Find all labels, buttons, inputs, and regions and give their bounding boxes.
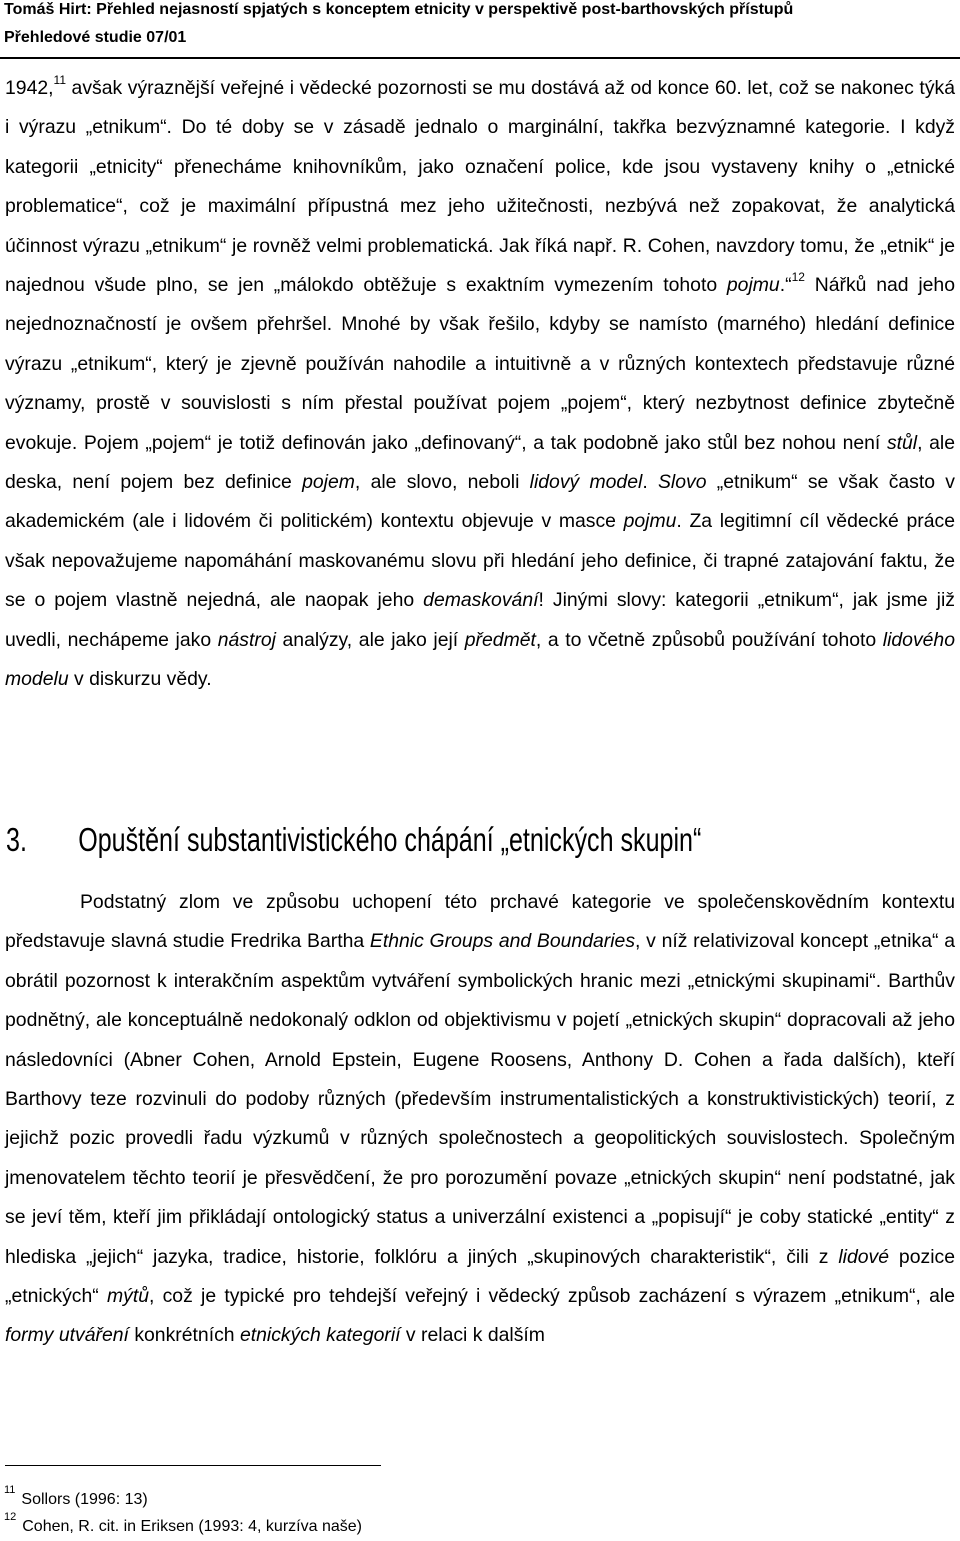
footnote-11 bbox=[4, 1483, 148, 1509]
text-run: 1942, bbox=[5, 77, 54, 99]
text-run: , což je typické pro tehdejší veřejný i vědecký způsob zacházení s výrazem „etnikum“, ale bbox=[149, 1285, 955, 1308]
paragraph-1 bbox=[5, 69, 955, 700]
footnote-ref-11: 11 bbox=[53, 72, 66, 87]
text-run: „etnikum“ se však často v akademickém (ale i lidovém či politickém) kontextu objevuje v masce bbox=[5, 471, 955, 533]
italic-run: lidové bbox=[838, 1245, 890, 1268]
italic-run: demaskování bbox=[423, 589, 539, 612]
italic-run: Slovo bbox=[657, 471, 707, 494]
text-run: , ale deska, není pojem bez definice bbox=[5, 431, 956, 494]
italic-run: formy utváření bbox=[5, 1324, 129, 1347]
text-run: v relaci k dalším bbox=[400, 1324, 545, 1347]
text-run: konkrétních bbox=[128, 1324, 240, 1347]
text-run: Nářků nad jeho nejednoznačností je ovšem přehršel. Mnohé by však řešilo, kdyby se namísto (marného) hledání definice výrazu „etnikum“, který je zjevně používán nahodile a intuitivně a v různých kontextech představuje různé významy, prostě v souvislosti s ním přestal používat pojem „pojem“, který nezbytnost definice zbytečně evokuje. Pojem „pojem“ je totiž definován jako „definovaný“, a tak podobně jako stůl bez nohou není bbox=[5, 274, 955, 454]
footnote-12 bbox=[4, 1510, 362, 1536]
italic-run: lidový model bbox=[529, 471, 643, 494]
paragraph-2 bbox=[5, 883, 955, 1356]
text-run: , ale slovo, neboli bbox=[354, 471, 530, 494]
text-run: pozice „etnických“ bbox=[5, 1245, 955, 1308]
header-series: Přehledové studie 07/01 bbox=[4, 29, 187, 46]
footnote-text: Sollors (1996: 13) bbox=[21, 1491, 148, 1508]
text-run: , a to včetně způsobů používání tohoto bbox=[535, 628, 883, 651]
section-heading bbox=[6, 818, 701, 862]
italic-run: Ethnic Groups and Boundaries bbox=[369, 930, 636, 953]
italic-run: předmět bbox=[464, 628, 536, 651]
text-run: , v níž relativizoval koncept „etnika“ a obrátil pozornost k interakčním aspektům vytváření symbolických hranic mezi „etnickými skupinami“. Barthův podnětný, ale konceptuálně nedokonalý odklon od objektivismu v pojetí „etnických skupin“ dopracovali až jeho následovníci (Abner Cohen, Arnold Epstein, Eugene Roosens, Anthony D. Cohen a řada dalších), kteří Barthovy teze rozvinuli do podoby různých (především instrumentalistických a konstruktivistických) teorií, z jejichž pozic provedli řadu výzkumů v různých společnostech a geopolitických souvislostech. Společným jmenovatelem těchto teorií je přesvědčení, že pro porozumění povaze „etnických skupin“ není podstatné, jak se jeví těm, kteří jim přikládají ontologický status a univerzální existenci a „popisují“ je coby statické „entity“ z hlediska „jejich“ jazyka, tradice, historie, folklóru a jiných „skupinových charakteristik“, čili z bbox=[5, 930, 955, 1268]
text-run: . Za legitimní cíl vědecké práce však nepovažujeme napomáhání maskovanému slovu při hledání jeho definice, či trapné zatajování faktu, že se o pojem vlastně nejedná, ale naopak jeho bbox=[5, 510, 955, 612]
text-run: v diskurzu vědy. bbox=[68, 668, 212, 691]
italic-run: etnických kategorií bbox=[239, 1324, 401, 1347]
italic-run: pojem bbox=[302, 471, 355, 494]
footnote-number: 12 bbox=[4, 1510, 17, 1523]
header-divider bbox=[0, 57, 960, 59]
italic-run: stůl bbox=[886, 431, 918, 454]
footnote-divider bbox=[5, 1465, 381, 1466]
text-run: analýzy, ale jako její bbox=[275, 628, 465, 651]
section-title: Opuštění substantivistického chápání „etnických skupin“ bbox=[78, 821, 702, 858]
text-run: ! Jinými slovy: kategorii „etnikum“, jak jsme již uvedli, nechápeme jako bbox=[5, 589, 955, 651]
italic-run: lidového modelu bbox=[5, 628, 955, 691]
text-run: Podstatný zlom ve způsobu uchopení této prchavé kategorie ve společenskovědním kontextu představuje slavná studie Fredrika Bartha bbox=[5, 891, 955, 953]
italic-run: mýtů bbox=[106, 1285, 149, 1308]
italic-run: pojmu bbox=[623, 510, 677, 533]
italic-run: nástroj bbox=[217, 628, 276, 651]
text-run: .“ bbox=[779, 274, 792, 297]
section-number: 3. bbox=[6, 821, 27, 858]
header-title: Tomáš Hirt: Přehled nejasností spjatých s konceptem etnicity v perspektivě post-barthovských přístupů bbox=[4, 1, 794, 18]
text-run: . bbox=[642, 471, 658, 494]
footnote-ref-12: 12 bbox=[791, 269, 805, 284]
footnote-text: Cohen, R. cit. in Eriksen (1993: 4, kurzíva naše) bbox=[22, 1518, 362, 1535]
footnote-number: 11 bbox=[4, 1483, 16, 1496]
italic-run: pojmu bbox=[726, 274, 780, 297]
text-run: avšak výraznější veřejné i vědecké pozornosti se mu dostává až od konce 60. let, což se nakonec týká i výrazu „etnikum“. Do té doby se v zásadě jednalo o marginální, takřka bezvýznamné kategorie. I když kategorii „etnicity“ přenecháme knihovníkům, jako označení police, kde jsou vystaveny knihy o „etnické problematice“, což je maximální přípustná mez jeho užitečnosti, nezbývá než zopakovat, že analytická účinnost výrazu „etnikum“ je rovněž velmi problematická. Jak říká např. R. Cohen, navzdory tomu, že „etnik“ je najednou všude plno, se jen „málokdo obtěžuje s exaktním vymezením tohoto bbox=[5, 77, 955, 297]
